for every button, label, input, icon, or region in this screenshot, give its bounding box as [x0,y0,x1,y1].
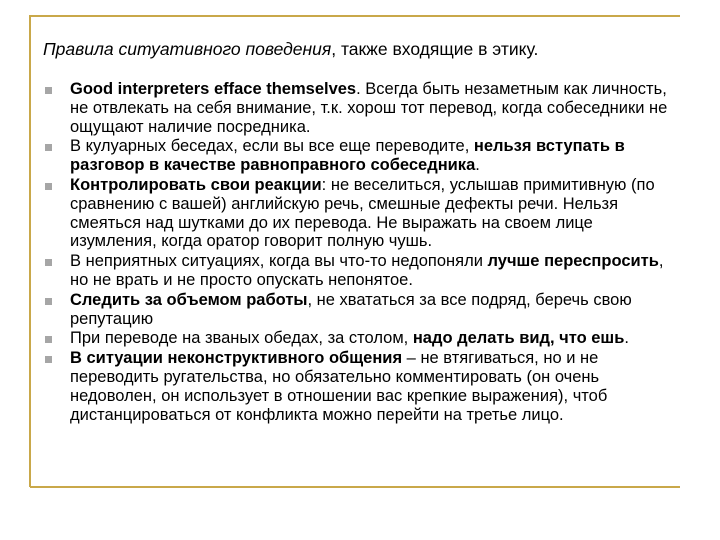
frame-bottom-line [30,486,680,488]
bullet-text-bold: Следить за объемом работы [70,290,308,309]
bullet-list [43,80,683,425]
bullet-text: В неприятных ситуациях, когда вы что-то недопоняли [70,252,488,271]
bullet-text: , не хвататься за все подряд, беречь свою репутацию [70,290,632,328]
bullet-text-bold: Контролировать свои реакции [70,175,322,194]
bullet-text-bold: лучше переспросить [487,252,659,271]
bullet-text: : не веселиться, услышав примитивную (по сравнению с вашей) английскую речь, смешные дефекты речи. Нельзя смеяться над шутками до их перевода. Не выражать на своем лице изумления, когда оратор говорит полную чушь. [70,175,655,251]
bullet-item [43,80,683,136]
square-bullet-icon [45,183,52,190]
slide-title-italic: Правила ситуативного поведения [43,39,332,59]
bullet-text: . [624,329,629,348]
bullet-item [43,252,683,290]
bullet-item [43,329,683,348]
slide-title [43,38,673,60]
frame-top-line [30,15,680,17]
bullet-text: . [475,156,480,175]
bullet-item [43,291,683,329]
bullet-item [43,176,683,251]
bullet-item [43,137,683,175]
bullet-text-bold: В ситуации неконструктивного общения [70,349,403,368]
bullet-text: В кулуарных беседах, если вы все еще переводите, [70,137,474,156]
bullet-text: , но не врать и не просто опускать непонятое. [70,252,664,289]
square-bullet-icon [45,336,52,343]
bullet-text: При переводе на званых обедах, за столом, [70,329,413,348]
square-bullet-icon [45,259,52,266]
square-bullet-icon [45,298,52,305]
bullet-text-bold: надо делать вид, что ешь [412,329,625,348]
square-bullet-icon [45,87,52,94]
square-bullet-icon [45,144,52,151]
bullet-text-bold: нельзя вступать в разговор в качестве равноправного собеседника [70,137,625,175]
bullet-text: . Всегда быть незаметным как личность, не отвлекать на себя внимание, т.к. хорош тот перевод, когда собеседники не ощущают наличие посредника. [70,80,668,136]
bullet-text-bold: Good interpreters efface themselves [70,80,357,98]
bullet-text: – не втягиваться, но и не переводить ругательства, но обязательно комментировать (он очень недоволен, он использует в отношении вас крепкие выражения), чтоб дистанцироваться от конфликта можно перейти на третье лицо. [70,349,608,424]
slide-title-rest: , также входящие в этику. [331,39,539,59]
frame-left-line [29,15,31,487]
bullet-item [43,349,683,424]
square-bullet-icon [45,356,52,363]
